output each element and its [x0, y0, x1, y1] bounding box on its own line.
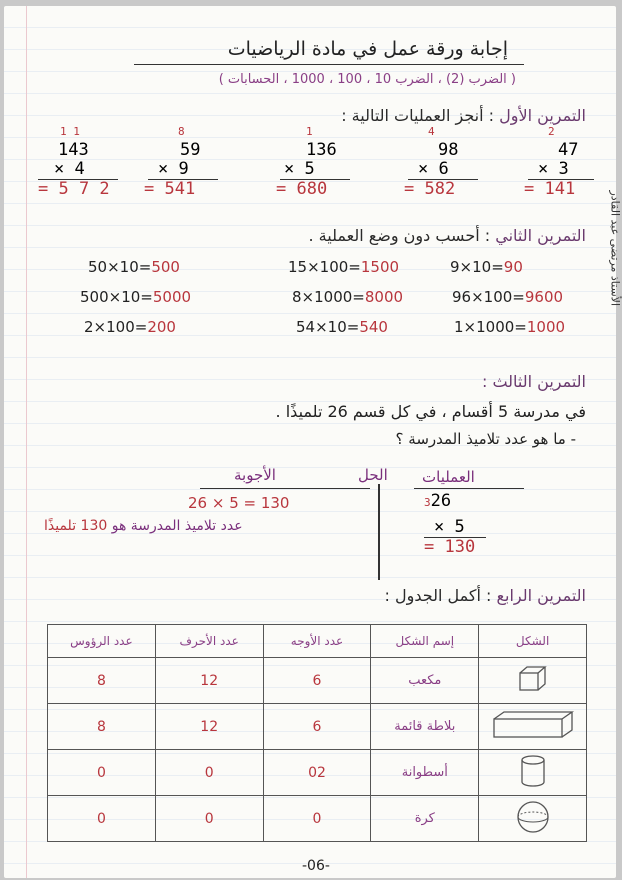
- ex1-instruction: : أنجز العمليات التالية :: [341, 106, 495, 125]
- page-subtitle: ( الضرب (2) ، الضرب 10 ، 100 ، 1000 ، الحسابات ): [218, 72, 516, 87]
- ex1-title: التمرين الأول: [499, 106, 586, 125]
- sphere-icon: [514, 799, 552, 835]
- ex1-op-4: [404, 122, 484, 199]
- ex2-line-5-ans: 8000: [364, 288, 404, 306]
- header-vertices: عدد الرؤوس: [48, 625, 156, 658]
- header-edges: عدد الأحرف: [155, 625, 263, 658]
- ex3-col-operations: العمليات: [422, 468, 475, 486]
- ex2-line-8-ans: 540: [359, 318, 388, 336]
- shape-cell: [479, 796, 587, 842]
- ex2-line-7-ans: 200: [147, 318, 176, 336]
- ex3-ops-underline: [414, 488, 524, 489]
- table-row: [48, 704, 587, 750]
- ex3-op-carry: 3: [424, 496, 431, 509]
- ex1-op-2-top: 59: [180, 140, 201, 160]
- ex2-line-3-eq: 9×10=: [450, 258, 504, 276]
- ex2-line-1: [88, 258, 180, 276]
- ex2-line-4-ans: 5000: [152, 288, 192, 306]
- ex1-op-2-carry: 8: [178, 125, 185, 138]
- ex2-line-5: [292, 288, 403, 306]
- ex1-op-5: [524, 122, 604, 199]
- faces-cell: 6: [263, 704, 371, 750]
- ex3-op-top: 26: [430, 491, 452, 511]
- ex3-op-result-value: 130: [444, 537, 476, 557]
- ex2-line-8-eq: 54×10=: [296, 318, 360, 336]
- shape-cell: [479, 704, 587, 750]
- ex3-answer-sentence: عدد تلاميذ المدرسة هو: [111, 518, 243, 534]
- ex2-line-6-ans: 9600: [524, 288, 564, 306]
- ex2-line-3: [450, 258, 523, 276]
- ex3-op-top-row: [424, 492, 486, 512]
- ex1-op-3-mul: × 5: [284, 159, 315, 179]
- ex1-op-4-top: 98: [438, 140, 459, 160]
- ex1-op-5-carry: 2: [548, 125, 555, 138]
- ex2-line-1-ans: 500: [151, 258, 180, 276]
- ex1-op-4-mul: × 6: [418, 159, 449, 179]
- faces-cell: 0: [263, 796, 371, 842]
- ex2-title: التمرين الثاني: [495, 226, 586, 245]
- ex2-line-7-eq: 2×100=: [84, 318, 148, 336]
- ex1-op-5-mul: × 3: [538, 159, 569, 179]
- header-shape-name: إسم الشكل: [371, 625, 479, 658]
- page-number: -06-: [302, 858, 330, 874]
- ex2-line-9-eq: 1×1000=: [454, 318, 527, 336]
- shape-name-cell: بلاطة قائمة: [371, 704, 479, 750]
- teacher-credit: الأستاذ مرتضى عبد القادر: [609, 190, 622, 306]
- prism-icon: [488, 709, 578, 741]
- edges-cell: 0: [155, 750, 263, 796]
- ex3-op-result: = 130: [424, 537, 476, 557]
- cylinder-icon: [518, 753, 548, 789]
- edges-cell: 0: [155, 796, 263, 842]
- ex2-line-2-eq: 15×100=: [288, 258, 361, 276]
- edges-cell: 12: [155, 704, 263, 750]
- shape-name-cell: مكعب: [371, 658, 479, 704]
- vertices-cell: 0: [48, 796, 156, 842]
- ex2-line-4-eq: 500×10=: [80, 288, 153, 306]
- ex1-op-4-carry: 4: [428, 125, 435, 138]
- ex2-line-9-ans: 1000: [526, 318, 566, 336]
- ex2-line-5-eq: 8×1000=: [292, 288, 365, 306]
- ex3-op-mul: × 5: [434, 517, 465, 537]
- ex3-answer-eq: 26 × 5 = 130: [188, 494, 290, 512]
- ex1-op-4-result-value: 582: [424, 179, 456, 199]
- ex2-line-1-eq: 50×10=: [88, 258, 152, 276]
- ex4-title: التمرين الرابع: [496, 586, 586, 605]
- faces-cell: 02: [263, 750, 371, 796]
- title-underline: [134, 64, 524, 65]
- ex4-heading: [385, 586, 586, 605]
- page-title: إجابة ورقة عمل في مادة الرياضيات: [227, 38, 508, 60]
- shape-name-cell: أسطوانة: [371, 750, 479, 796]
- ex1-op-3-carry: 1: [306, 125, 313, 138]
- worksheet-page: [4, 6, 622, 878]
- table-row: [48, 658, 587, 704]
- ex1-op-3-top: 136: [306, 140, 337, 160]
- ex2-line-4: [80, 288, 191, 306]
- ex3-problem-line2: - ما هو عدد تلاميذ المدرسة ؟: [395, 430, 576, 448]
- shape-cell: [479, 750, 587, 796]
- ex1-op-1-top: 143: [58, 140, 89, 160]
- edges-cell: 12: [155, 658, 263, 704]
- cube-icon: [516, 664, 550, 694]
- vertices-cell: 8: [48, 704, 156, 750]
- ex1-op-5-result-value: 141: [544, 179, 576, 199]
- table-row: [48, 750, 587, 796]
- ex1-op-4-result: = 582: [404, 179, 456, 199]
- ex2-line-9: [454, 318, 565, 336]
- ex2-line-3-ans: 90: [503, 258, 523, 276]
- ex1-op-1: [34, 122, 124, 199]
- margin-line: [26, 6, 27, 878]
- vertices-cell: 8: [48, 658, 156, 704]
- ex2-line-2-ans: 1500: [360, 258, 400, 276]
- ex1-op-2: [144, 122, 224, 199]
- ex2-line-8: [296, 318, 388, 336]
- ex2-heading: [308, 226, 586, 245]
- ex1-op-5-result: = 141: [524, 179, 576, 199]
- ex1-op-1-result: = 5 7 2: [38, 179, 110, 199]
- ex2-line-2: [288, 258, 399, 276]
- header-shape: الشكل: [479, 625, 587, 658]
- ex1-op-2-result-value: 541: [164, 179, 196, 199]
- ex3-title: التمرين الثالث :: [481, 372, 586, 391]
- ex1-op-3-result-value: 680: [296, 179, 328, 199]
- ex1-op-1-carry: 1 1: [60, 125, 80, 138]
- ex1-op-5-top: 47: [558, 140, 579, 160]
- shape-name-cell: كرة: [371, 796, 479, 842]
- ex1-op-2-result: = 541: [144, 179, 196, 199]
- ex3-answers-underline: [200, 488, 370, 489]
- ex3-answer-value: 130 تلميذًا: [44, 518, 108, 534]
- shapes-table: [47, 624, 587, 842]
- shape-cell: [479, 658, 587, 704]
- ex3-answer-line: [44, 518, 243, 534]
- table-header-row: [48, 625, 587, 658]
- ex1-op-2-mul: × 9: [158, 159, 189, 179]
- ex3-problem-line1: في مدرسة 5 أقسام ، في كل قسم 26 تلميذًا .: [275, 402, 586, 421]
- ex3-col-solution: الحل: [358, 466, 388, 484]
- ex1-op-3: [276, 122, 356, 199]
- ex1-op-1-result-value: 5 7 2: [58, 179, 110, 199]
- header-faces: عدد الأوجه: [263, 625, 371, 658]
- faces-cell: 6: [263, 658, 371, 704]
- ex1-op-1-mul: × 4: [54, 159, 85, 179]
- ex2-line-6-eq: 96×100=: [452, 288, 525, 306]
- ex4-instruction: : أكمل الجدول :: [384, 586, 492, 605]
- ex1-op-3-result: = 680: [276, 179, 328, 199]
- table-row: [48, 796, 587, 842]
- ex3-divider: [378, 484, 380, 580]
- vertices-cell: 0: [48, 750, 156, 796]
- ex2-line-6: [452, 288, 563, 306]
- ex2-line-7: [84, 318, 176, 336]
- ex3-op: [424, 492, 486, 557]
- ex3-col-answers: الأجوبة: [234, 466, 276, 484]
- ex2-instruction: : أحسب دون وضع العملية .: [308, 226, 491, 245]
